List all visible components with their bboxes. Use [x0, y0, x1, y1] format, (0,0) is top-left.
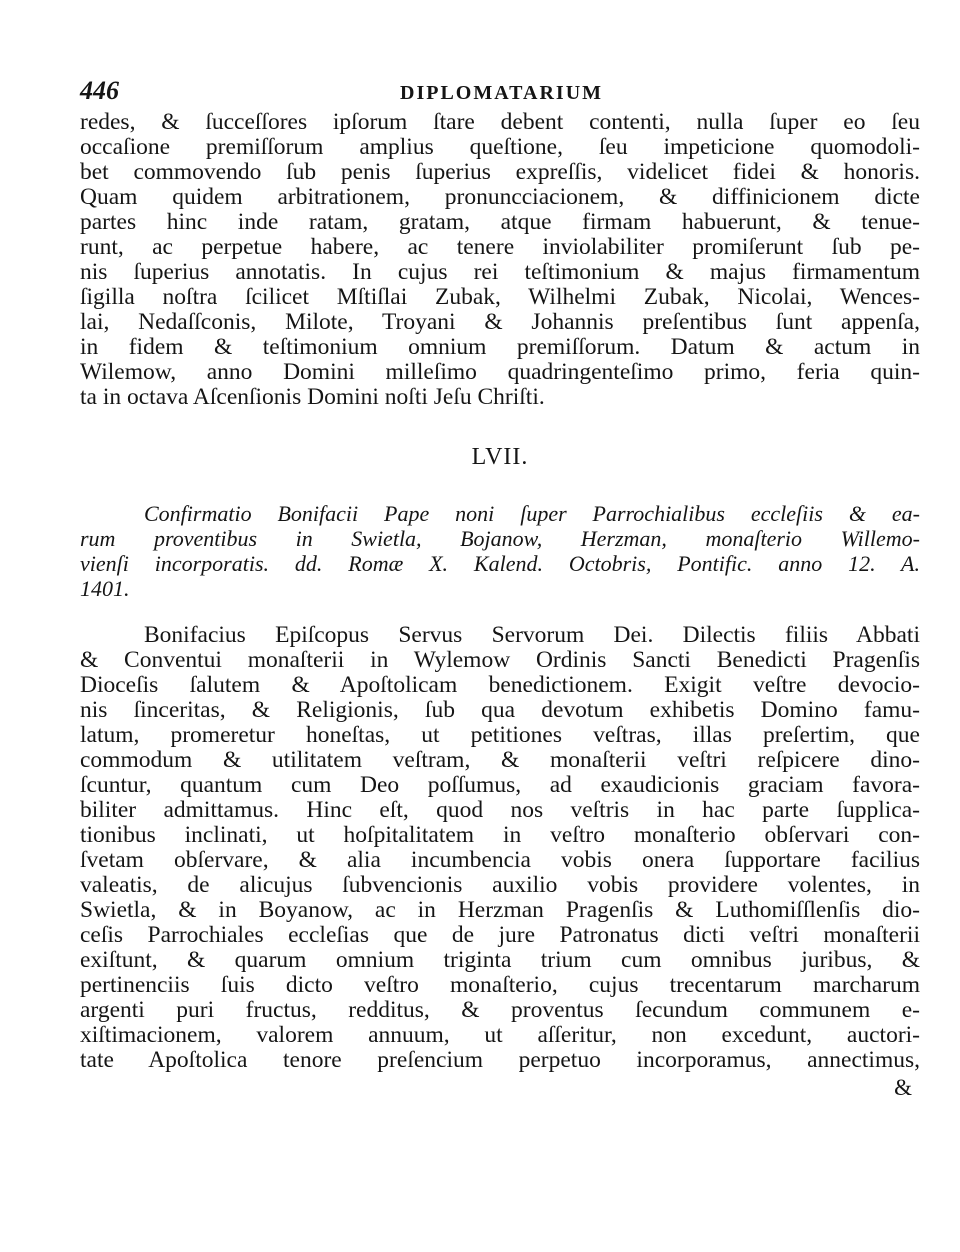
text-line: lai, Nedaſſconis, Milote, Troyani & Johannis preſentibus ſunt appenſa,	[80, 310, 920, 335]
summary-line: 1401.	[80, 576, 130, 601]
text-line: Swietla, & in Boyanow, ac in Herzman Pragenſis & Luthomiſſlenſis dio-	[80, 898, 920, 923]
text-line: in fidem & teſtimonium omnium premiſſorum. Datum & actum in	[80, 335, 920, 360]
text-line: occaſione premiſſorum amplius queſtione, ſeu impeticione quomodoli-	[80, 135, 920, 160]
text-line: ſcuntur, quantum cum Deo poſſumus, ad exaudicionis graciam favora-	[80, 773, 920, 798]
text-line: Wilemow, anno Domini milleſimo quadringenteſimo primo, feria quin-	[80, 360, 920, 385]
text-line: nis ſinceritas, & Religionis, ſub qua devotum exhibetis Domino famu-	[80, 698, 920, 723]
text-line: ſigilla noſtra ſcilicet Mſtiſlai Zubak, Wilhelmi Zubak, Nicolai, Wences-	[80, 285, 920, 310]
text-line: redes, & ſucceſſores ipſorum ſtare debent contenti, nulla ſuper eo ſeu	[80, 110, 920, 135]
document-body	[80, 623, 920, 1073]
text-line: ſvetam obſervare, & alia incumbencia vobis onera ſupportare facilius	[80, 848, 920, 873]
summary-line: rum proventibus in Swietla, Bojanow, Herzman, monaſterio Willemo-	[80, 526, 920, 551]
summary-line: vienſi incorporatis. dd. Romæ X. Kalend. Octobris, Pontific. anno 12. A.	[80, 551, 920, 576]
text-line: argenti puri fructus, redditus, & proventus ſecundum communem e-	[80, 998, 920, 1023]
text-line: tionibus inclinati, ut hoſpitalitatem in veſtro monaſterio obſervari con-	[80, 823, 920, 848]
text-line: latum, promeretur honeſtas, ut petitiones veſtras, illas preſertim, que	[80, 723, 920, 748]
text-line: biliter admittamus. Hinc eſt, quod nos veſtris in hac parte ſupplica-	[80, 798, 920, 823]
text-line: valeatis, de alicujus ſubvencionis auxilio vobis providere volentes, in	[80, 873, 920, 898]
summary-line: Confirmatio Bonifacii Pape noni ſuper Parrochialibus eccleſiis & ea-	[144, 501, 920, 526]
text-line: commodum & utilitatem veſtram, & monaſterii veſtri reſpicere dino-	[80, 748, 920, 773]
continued-text-block	[80, 110, 920, 410]
text-line: partes hinc inde ratam, gratam, atque firmam habuerunt, & tenue-	[80, 210, 920, 235]
text-line: bet commovendo ſub penis ſuperius expreſſis, videlicet fidei & honoris.	[80, 160, 920, 185]
text-line: Bonifacius Epiſcopus Servus Servorum Dei. Dilectis filiis Abbati	[144, 623, 920, 648]
text-line: ceſis Parrochiales eccleſias que de jure Patronatus dicti veſtri monaſterii	[80, 923, 920, 948]
text-line: pertinenciis ſuis dicto veſtro monaſterio, cujus trecentarum marcharum	[80, 973, 920, 998]
text-line: Dioceſis ſalutem & Apoſtolicam benedictionem. Exigit veſtre devocio-	[80, 673, 920, 698]
text-line: runt, ac perpetue habere, ac tenere inviolabiliter promiſerunt ſub pe-	[80, 235, 920, 260]
text-line: tate Apoſtolica tenore preſencium perpetuo incorporamus, annectimus,	[80, 1048, 920, 1073]
text-line: exiſtunt, & quarum omnium triginta trium cum omnibus juribus, &	[80, 948, 920, 973]
text-line: nis ſuperius annotatis. In cujus rei teſtimonium & majus firmamentum	[80, 260, 920, 285]
document-summary	[80, 501, 920, 601]
running-head	[80, 70, 920, 110]
catchword: &	[894, 1075, 912, 1100]
running-title: DIPLOMATARIUM	[400, 82, 604, 104]
text-line: Quam quidem arbitrationem, pronuncciacionem, & diffinicionem dicte	[80, 185, 920, 210]
text-line: ta in octava Aſcenſionis Domini noſti Jeſu Chriſti.	[80, 385, 545, 410]
text-line: & Conventui monaſterii in Wylemow Ordinis Sancti Benedicti Pragenſis	[80, 648, 920, 673]
page-number: 446	[80, 76, 119, 105]
text-line: xiſtimacionem, valorem annuum, ut aſſeritur, non excedunt, auctori-	[80, 1023, 920, 1048]
document-number: LVII.	[471, 444, 529, 470]
